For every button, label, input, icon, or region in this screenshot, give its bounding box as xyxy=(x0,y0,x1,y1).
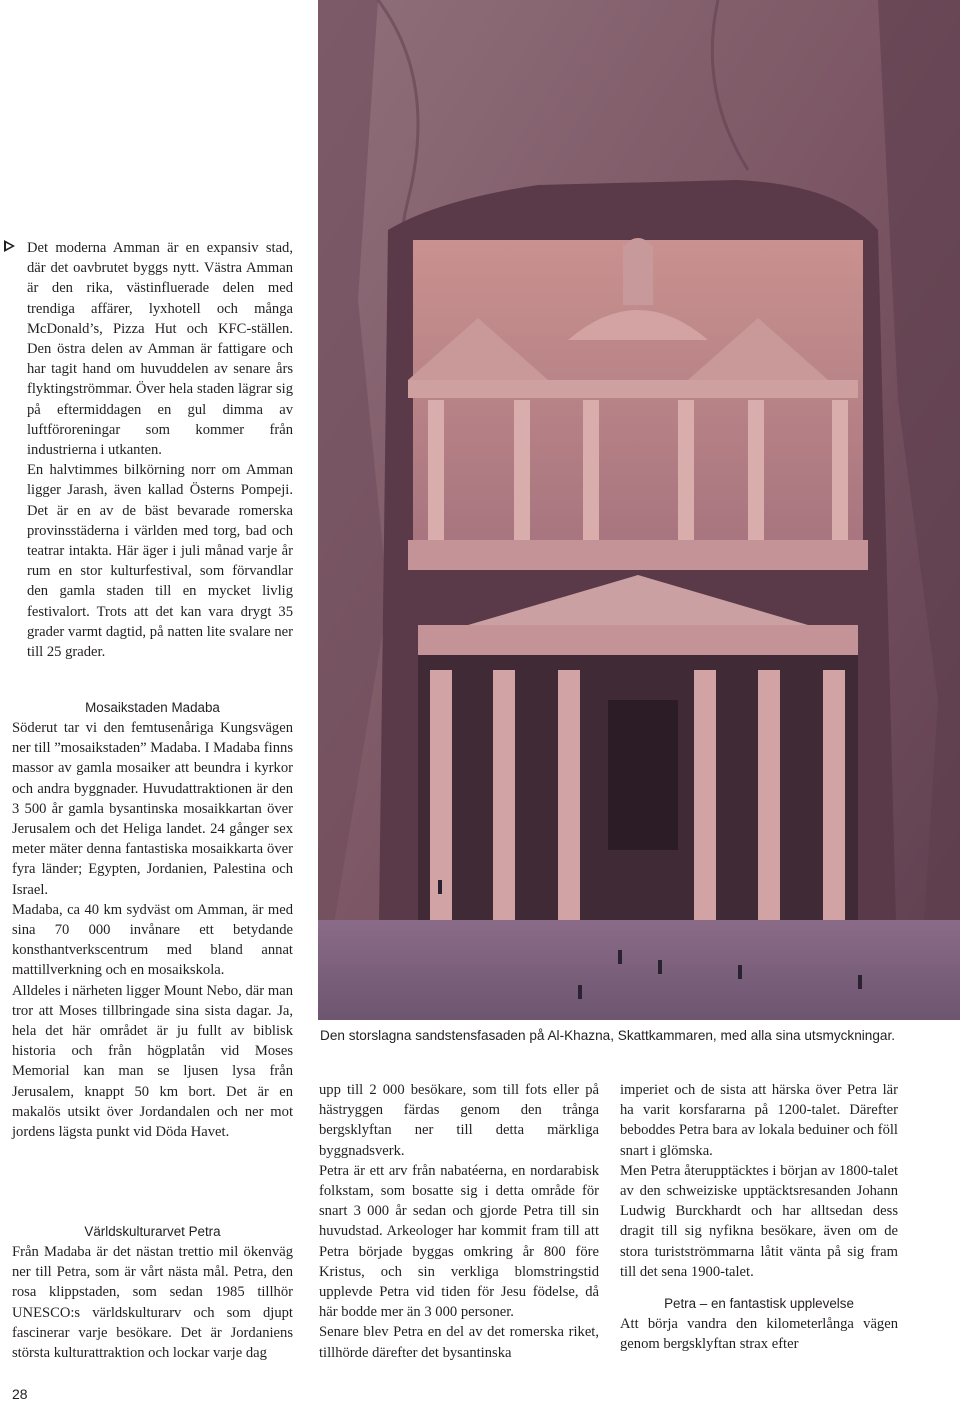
paragraph: upp till 2 000 besökare, som till fots eller på hästryggen färdas genom den trånga bergsklyftan ner till detta märkliga byggnadsverk. xyxy=(319,1082,599,1159)
continuation-arrow-icon xyxy=(4,240,15,252)
paragraph: Petra är ett arv från nabatéerna, en nordarabisk folkstam, som bosatte sig i detta område för snart 3 000 år sedan och gjorde Petra till sin huvudstad. Arkeologer har kommit fram till att Petra började byggas omkring år 800 före Kristus, och sin verkliga blomstringstid upplevde Petra vid tiden för Jesu födelse, då här bodde mer än 3 000 personer. xyxy=(319,1162,599,1321)
column-3 xyxy=(620,1080,898,1354)
paragraph: Madaba, ca 40 km sydväst om Amman, är med sina 70 000 invånare ett betydande konsthantverkscentrum med bland annat mattillverkning och en mosaikskola. xyxy=(12,901,293,979)
paragraph: Det moderna Amman är en expansiv stad, där det oavbrutet byggs nytt. Västra Amman är den rika, västinfluerade delen med trendiga affärer, lyxhotell och många McDonald’s, Pizza Hut och KFC-ställen. Den östra delen av Amman är fattigare och har tagit hand om huvuddelen av senare års flyktingströmmar. Över hela staden lägrar sig på eftermiddagen en gul dimma av luftföroreningar som kommer från industrierna i utkanten. xyxy=(27,240,293,459)
paragraph: En halvtimmes bilkörning norr om Amman ligger Jarash, även kallad Österns Pompeji. Det är en av de bäst bevarade romerska provinsstäderna i världen med torg, bad och teatrar intakta. Här äger i juli månad varje år rum en stor kulturfestival, som förvandlar den gamla staden till en mycket livlig festivalort. Trots att det kan vara drygt 35 grader varmt dagtid, på natten lite svalare ner till 25 grader. xyxy=(27,462,293,661)
subhead-heritage: Världskulturarvet Petra xyxy=(84,1224,221,1239)
page-number: 28 xyxy=(12,1386,28,1402)
paragraph: imperiet och de sista att härska över Petra lär ha varit korsfararna på 1200-talet. Därefter beboddes Petra bara av lokala beduiner och föll snart i glömska. xyxy=(620,1082,898,1159)
paragraph: Alldeles i närheten ligger Mount Nebo, där man tror att Moses tillbringade sina sista dagar. Ja, hela det här området är ju fullt av biblisk historia och från högplatån vid Moses Memorial kan man se ljusen lysa från Jerusalem, knappt 50 km bort. Det är en makalös utsikt över Jordandalen och ner mot jordens lägsta punkt vid Döda Havet. xyxy=(12,982,293,1141)
column-2 xyxy=(319,1080,599,1363)
petra-treasury-photo xyxy=(318,0,960,1020)
photo-caption: Den storslagna sandstensfasaden på Al-Khazna, Skattkammaren, med alla sina utsmyckningar. xyxy=(320,1028,896,1043)
column-1-madaba xyxy=(12,698,293,1142)
column-1-heritage xyxy=(12,1222,293,1363)
paragraph: Från Madaba är det nästan trettio mil ökenväg ner till Petra, som är vårt nästa mål. Petra, den rosa klippstaden, som sedan 1985 tillhör UNESCO:s världskulturarv och som djupt fascinerar varje besökare. Det är Jordaniens största kulturattraktion och lockar varje dag xyxy=(12,1244,293,1362)
paragraph: Söderut tar vi den femtusenåriga Kungsvägen ner till ”mosaikstaden” Madaba. I Madaba finns massor av gamla mosaiker att beundra i kyrkor och andra byggnader. Huvudattraktionen är den 3 500 år gamla bysantinska mosaikkartan över Jerusalem och det Heliga landet. 24 gånger sex meter mäter denna fantastiska mosaikkarta över fyra länder; Egypten, Jordanien, Palestina och Israel. xyxy=(12,720,293,898)
paragraph: Att börja vandra den kilometerlånga vägen genom bergsklyftan strax efter xyxy=(620,1316,898,1353)
subhead-madaba: Mosaikstaden Madaba xyxy=(85,700,220,715)
paragraph: Senare blev Petra en del av det romerska riket, tillhörde därefter det bysantinska xyxy=(319,1324,599,1361)
column-1-intro xyxy=(27,238,293,662)
subhead-petra-experience: Petra – en fantastisk upplevelse xyxy=(664,1296,854,1312)
paragraph: Men Petra återupptäcktes i början av 1800-talet av den schweiziske upptäcktsresanden Johann Ludwig Burckhardt och har alltsedan dess dragit till sig nyfikna besökare, även om de stora turistströmmarna låtit vänta på sig fram till det sena 1900-talet. xyxy=(620,1162,898,1280)
